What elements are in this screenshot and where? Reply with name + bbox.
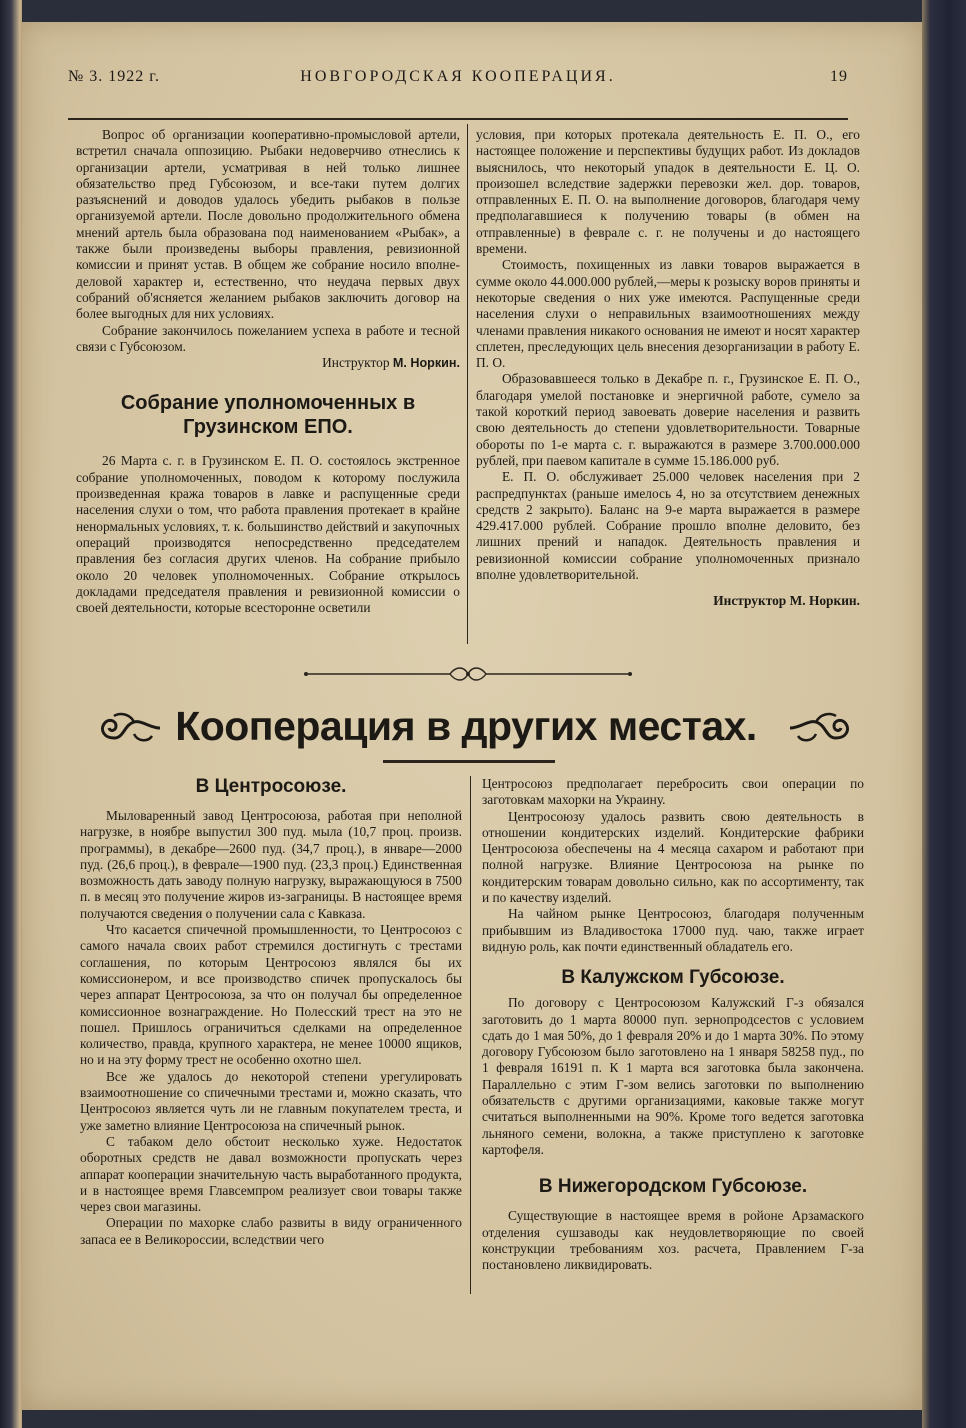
section-title: В Нижегородском Губсоюзе. [538, 1176, 808, 1198]
paragraph: С табаком дело обстоит несколько хуже. Недостаток оборотных средств не давал возможности пропускать через аппарат кооперации значительную часть выработанного продукта, и в настоящее время Главсемпром реализует свои товары также через свои магазины. [80, 1133, 462, 1215]
paragraph: Стоимость, похищенных из лавки товаров выражается в сумме около 44.000.000 рублей,—меры к розыску воров приняты и некоторые сведения о них уже имеются. Распущенные среди населения слухи о неправильных взаимоотношениях между членами правления никакого основания не имеют и носят характер сплетен, преследующих цель внесения дезорганизации в работу Е. П. О. [476, 257, 860, 371]
issue-number: № 3. 1922 г. [68, 68, 161, 85]
paragraph: На чайном рынке Центросоюз, благодаря полученным прибывшим из Владивостока 17000 пуд. чаю, также играет видную роль, как почти единственный обладатель его. [482, 906, 864, 954]
main-title: Кооперация в других местах. [175, 703, 757, 749]
left-column-bottom [80, 776, 462, 1248]
paragraph: По договору с Центросоюзом Калужский Г-з обязался заготовить до 1 марта 80000 пуп. зернопродсестов с условием сдать до 1 мая 50%, до 1 февраля 20% и до 1 марта 30%. По этому договору Губсоюзом было заготовлено на 1 января 58258 пуд., по 1 февраля 16191 п. К 1 марта вся заготовка была закончена. Параллельно с этим Г-зом велись заготовки по выполнению обязательств с другими организациями, каковые также могут считаться выполненными на 90%. Кроме того ведется заготовка льняного семени, волокна, а также приступлено к заготовке картофеля. [482, 995, 864, 1157]
signature: Инструктор М. Норкин. [322, 355, 460, 371]
paragraph: Е. П. О. обслуживает 25.000 человек населения при 2 распредпунктах (раньше имелось 4, но за отсутствием денежных средств 2 закрыто). Баланс на 9-е марта выражается в размере 429.417.000 рублей. Собрание прошло вполне деловито, без лишних прений и нападок. Деятельность правления и ревизионной комиссии собрание уполномоченных признало вполне удовлетворительной. [476, 469, 860, 583]
paragraph: Существующие в настоящее время в ройоне Арзамаского отделения сушзаводы как неудовлетворяющие по своей конструкции требованиям хоз. расчета, Правлением Г-за постановлено ликвидировать. [482, 1208, 864, 1273]
signature: Инструктор М. Норкин. [713, 593, 860, 609]
right-column-bottom [482, 776, 864, 1273]
book-binding-right [922, 0, 966, 1428]
title-underline [383, 760, 555, 763]
right-column-top [476, 127, 860, 610]
paragraph: Образовавшееся только в Декабре п. г., Грузинское Е. П. О., благодаря умелой постановке и энергичной работе, сумело за такой короткий период завоевать доверие населения и развить свою деятельность до степени удовлетворительности. Товарные обороты по 1-е марта с. г. выражаются в размере 3.700.000.000 рублей, при паевом капитале в сумме 15.186.000 руб. [476, 371, 860, 468]
page-number: 19 [830, 68, 848, 85]
book-binding-left [0, 0, 22, 1428]
paragraph: Все же удалось до некоторой степени урегулировать взаимоотношение со спичечными трестами и, можно сказать, что Центросоюз является чуть ли не главным покупателем треста, и уже заметно влияние Центросоюза на спичечный рынок. [80, 1068, 462, 1133]
paragraph: Вопрос об организации кооперативно-промысловой артели, встретил сначала оппозицию. Рыбаки недоверчиво отнеслись к организации артели, усматривая в ней только лишнее обязательство пред Губсоюзом, и все-таки путем долгих разъяснений и доводов удалось убедить рыбаков в пользе организуемой артели. После довольно продолжительного обмена мнений артель была образована под наименованием «Рыбак», а также были произведены выборы правления, ревизионной комиссии и принят устав. В общем же собрание носило вполне-деловой характер и, естественно, что неудача первых двух собраний об'ясняется желанием рыбаков заключить договор на более выгодных для них условиях. [76, 127, 460, 322]
paragraph: условия, при которых протекала деятельность Е. П. О., его настоящее положение и перспективы будущих работ. Из докладов выяснилось, что некоторый упадок в деятельности Е. Ц. О. произошел вследствие задержки перевозки жел. дор. товаров, отправленных Е. П. О. на выполнение договоров, благодаря чему предполагавшиеся к получению товары (в обмен на отправленные) в феврале с. г. не получены и до настоящего времени. [476, 127, 860, 257]
section-title: В Калужском Губсоюзе. [561, 967, 785, 989]
paragraph: Центросоюзу удалось развить свою деятельность в отношении кондитерских изделий. Кондитерские фабрики Центросоюза обеспечены на 4 месяца сахаром и работают при полной нагрузке. Влияние Центросоюза на рынке по кондитерским товарам довольно сильно, как по ассортименту, так и по качеству изделий. [482, 808, 864, 906]
paragraph: Мыловаренный завод Центросоюза, работая при неполной нагрузке, в ноябре выпустил 300 пуд. мыла (10,7 проц. произв. программы), в декабре—2600 пуд. (34,7 проц.), в январе—2000 пуд. (26,6 проц.), в феврале—1900 пуд. (23,3 проц.) Единственная возможность дать заводу полную нагрузку, выражающуюся в 7500 п. в месяц это получение жиров из-заграницы. В настоящее время получаются сведения о получении сала с Кавказа. [80, 808, 462, 921]
ornamental-divider [300, 664, 636, 684]
running-header [68, 68, 848, 94]
paragraph: Центросоюз предполагает перебросить свои операции по заготовкам махорки на Украину. [482, 776, 864, 808]
column-divider-bottom [470, 776, 471, 1294]
paragraph: Что касается спичечной промышленности, то Центросоюз с самого начала своих работ стремился достигнуть с трестами соглашения, по которым Центросоюз являлся бы их комиссионером, и все производство спичек пропускалось бы через аппарат Центросоюза, за что он получал бы определенное комиссионное вознаграждение. Но Полесский трест на это не пошел. Пришлось ограничиться сделками на определенное количество, правда, крупного характера, не менее 10000 ящиков, но и на эту форму трест не особенно охотно шел. [80, 922, 462, 1068]
paragraph: Операции по махорке слабо развиты в виду ограниченного запаса ее в Великороссии, вследствии чего [80, 1215, 462, 1247]
journal-title: НОВГОРОДСКАЯ КООПЕРАЦИЯ. [300, 68, 616, 85]
left-column-top [76, 127, 460, 616]
header-rule [68, 118, 848, 120]
section-title: Собрание уполномоченных в Грузинском ЕПО. [120, 392, 416, 439]
paragraph: 26 Марта с. г. в Грузинском Е. П. О. состоялось экстренное собрание уполномоченных, поводом к которому послужила произведенная кража товаров в лавке и распущенные среди населения слухи о том, что работа правления протекает в крайне ненормальных условиях, т. к. большинство действий и закупочных операций производятся непосредственно председателем правления без согласия других членов. На собрание прибыло около 20 человек уполномоченных. Собрание открылось докладами председателя правления и ревизионной комиссии о своей деятельности, которые всесторонне осветили [76, 453, 460, 616]
paragraph: Собрание закончилось пожеланием успеха в работе и тесной связи с Губсоюзом. [76, 322, 460, 354]
column-divider-top [467, 124, 468, 644]
section-title: В Центросоюзе. [195, 776, 347, 797]
